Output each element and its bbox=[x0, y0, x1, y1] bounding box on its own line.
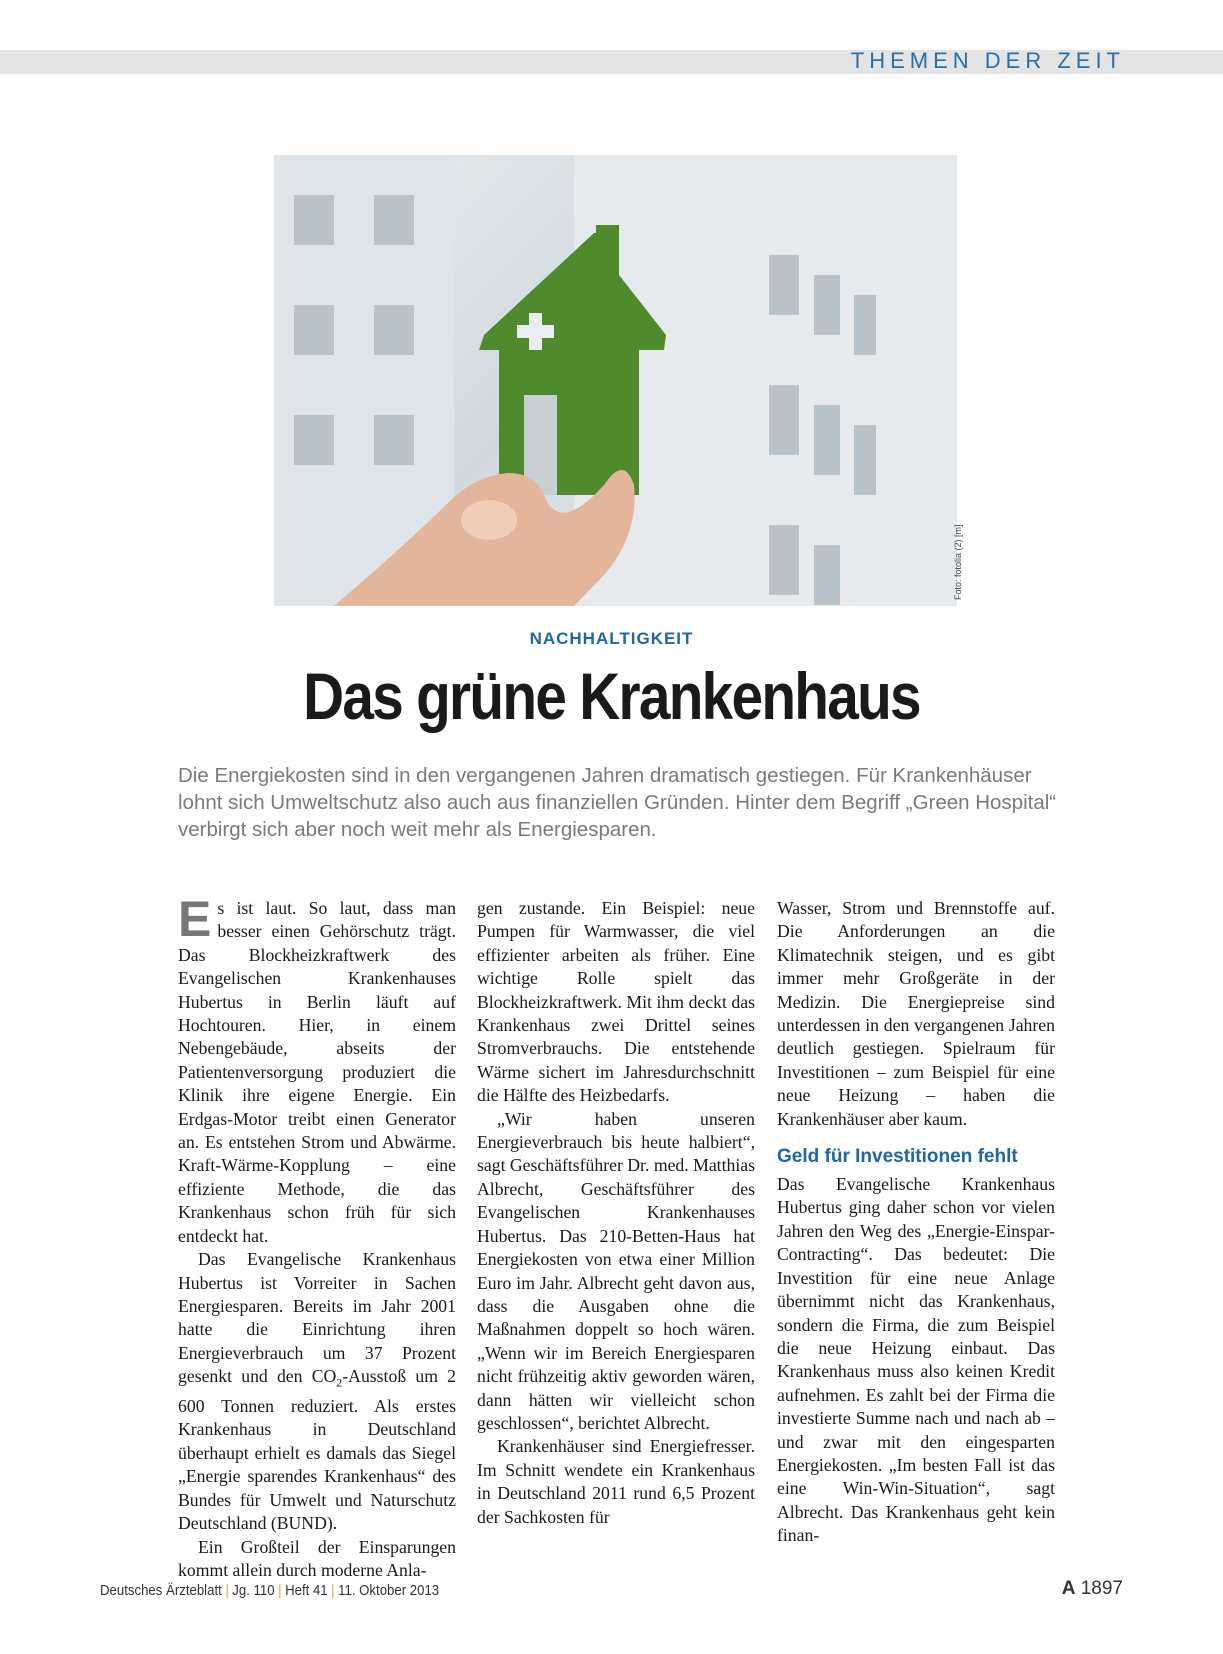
paragraph: gen zustande. Ein Beispiel: neue Pumpen für Warmwasser, die viel effizienter arbeiten als früher. Eine wichtige Rolle spielt das Blockheizkraftwerk. Mit ihm deckt das Krankenhaus zwei Drittel seines Stromverbrauchs. Die entstehende Wärme sichert im Jahresdurchschnitt die Hälfte des Heizbedarfs. bbox=[477, 898, 755, 1106]
journal-name: Deutsches Ärzteblatt bbox=[100, 1582, 222, 1599]
article-title: Das grüne Krankenhaus bbox=[303, 659, 920, 733]
section-subhead: Geld für Investitionen fehlt bbox=[777, 1146, 1018, 1168]
section-label: THEMEN DER ZEIT bbox=[850, 48, 1125, 73]
article-intro: Die Energiekosten sind in den vergangenen Jahren dramatisch gestiegen. Für Krankenhäuser lohnt sich Umweltschutz also auch aus finanziellen Gründen. Hinter dem Begriff „Green Hospital“ verbirgt sich aber noch weit mehr als Energiesparen. bbox=[178, 764, 1057, 841]
article-kicker: NACHHALTIGKEIT bbox=[529, 629, 694, 648]
paragraph: Es ist laut. So laut, dass man besser einen Gehörschutz trägt. Das Blockheizkraftwerk des Evangelischen Krankenhauses Hubertus in Berlin läuft auf Hochtouren. Hier, in einem Nebengebäude, abseits der Patientenversorgung produziert die Klinik ihre eigene Energie. Ein Erdgas-Motor treibt einen Generator an. Es entstehen Strom und Abwärme. Kraft-Wärme-Kopplung – eine effiziente Methode, die das Krankenhaus schon früh für sich entdeckt hat. bbox=[178, 891, 456, 1246]
photo-credit: Foto: fotolia (2) [m] bbox=[953, 524, 963, 600]
drop-cap: E bbox=[178, 891, 212, 947]
green-house-image bbox=[274, 155, 957, 606]
journal-volume: Jg. 110 bbox=[232, 1582, 275, 1599]
paragraph: Krankenhäuser sind Energiefresser. Im Schnitt wendete ein Krankenhaus in Deutschland 2011 rund 6,5 Prozent der Sachkosten für bbox=[477, 1436, 755, 1527]
body-column-1 bbox=[178, 891, 457, 1582]
paragraph: Wasser, Strom und Brennstoffe auf. Die Anforderungen an die Klimatechnik steigen, und es gibt immer mehr Großgeräte in der Medizin. Die Energiepreise sind unterdessen in den vergangenen Jahren deutlich gestiegen. Spielraum für Investitionen – zum Beispiel für eine neue Heizung – haben die Krankenhäuser aber kaum. bbox=[777, 898, 1055, 1129]
paragraph: Das Evangelische Krankenhaus Hubertus ist Vorreiter in Sachen Energiesparen. Bereits im Jahr 2001 hatte die Einrichtung ihren Energieverbrauch um 37 Prozent gesenkt und den $CO_2$-Ausstoß um 2 600 Tonnen reduziert. Als erstes Krankenhaus in Deutschland überhaupt erhielt es damals das Siegel „Energie sparendes Krankenhaus“ des Bundes für Umwelt und Naturschutz Deutschland (BUND). bbox=[178, 1249, 457, 1534]
journal-date: 11. Oktober 2013 bbox=[338, 1582, 440, 1599]
page-number: A 1897 bbox=[1061, 1578, 1123, 1599]
article-photo bbox=[274, 155, 957, 606]
paragraph: Ein Großteil der Einsparungen kommt allein durch moderne Anla- bbox=[178, 1536, 456, 1580]
footer-citation: Deutsches Ärzteblatt | Jg. 110 | Heft 41 | 11. Oktober 2013 bbox=[100, 1582, 440, 1599]
journal-issue: Heft 41 bbox=[285, 1582, 328, 1599]
paragraph: Das Evangelische Krankenhaus Hubertus ging daher schon vor vielen Jahren den Weg des „Energie-Einspar-Contracting“. Das bedeutet: Die Investition für eine neue Anlage übernimmt nicht das Krankenhaus, sondern die Firma, die zum Beispiel die neue Heizung einbaut. Das Krankenhaus muss also keinen Kredit aufnehmen. Es zahlt bei der Firma die investierte Summe nach und nach ab – und zwar mit den eingesparten Energiekosten. „Im besten Fall ist das eine Win-Win-Situation“, sagt Albrecht. Das Krankenhaus geht kein finan- bbox=[777, 1174, 1055, 1546]
paragraph: „Wir haben unseren Energieverbrauch bis heute halbiert“, sagt Geschäftsführer Dr. med. Matthias Albrecht, Geschäftsführer des Evangelischen Krankenhauses Hubertus. Das 210-Betten-Haus hat Energiekosten von etwa einer Million Euro im Jahr. Albrecht geht davon aus, dass die Ausgaben ohne die Maßnahmen doppelt so hoch wären. „Wenn wir im Bereich Energiesparen nicht frühzeitig aktiv geworden wären, dann hätten wir vielleicht schon geschlossen“, berichtet Albrecht. bbox=[477, 1108, 756, 1433]
body-column-3 bbox=[777, 897, 1055, 1548]
body-column-2 bbox=[477, 897, 755, 1529]
